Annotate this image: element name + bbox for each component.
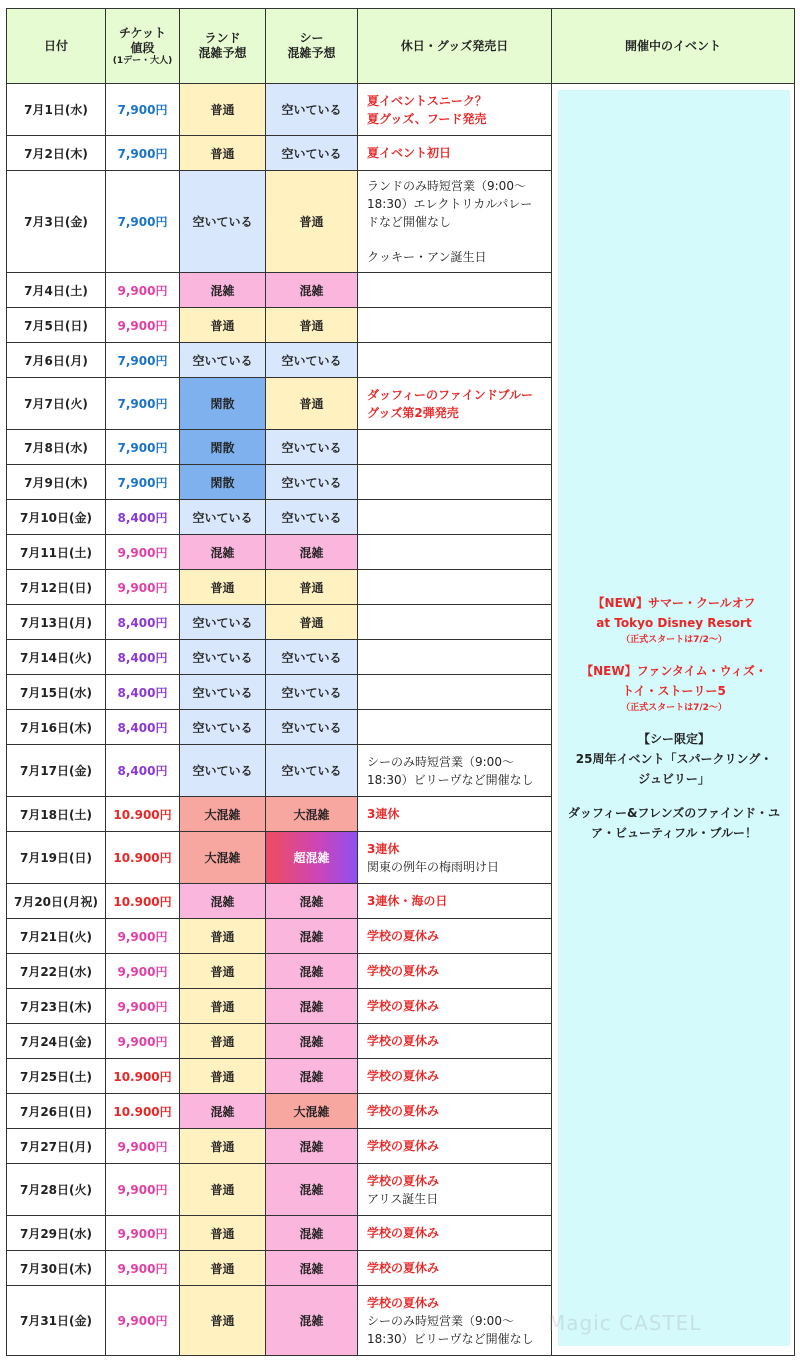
date-cell: 7月6日(月) bbox=[7, 343, 106, 378]
sea-crowd-cell: 空いている bbox=[266, 675, 358, 710]
event-line: 【NEW】サマー・クールオフ bbox=[592, 596, 756, 610]
note-line: 3連休 bbox=[367, 841, 400, 856]
price-cell: 9,900円 bbox=[106, 919, 180, 954]
event-line: ダッフィー&フレンズのファインド・ユ bbox=[567, 806, 781, 820]
date-cell: 7月16日(木) bbox=[7, 710, 106, 745]
table-row bbox=[7, 84, 795, 136]
land-crowd-cell: 普通 bbox=[180, 989, 266, 1024]
event-line: （正式スタートは7/2〜） bbox=[621, 635, 727, 645]
date-cell: 7月20日(月祝) bbox=[7, 884, 106, 919]
land-crowd-cell: 普通 bbox=[180, 1216, 266, 1251]
land-crowd-cell: 普通 bbox=[180, 1024, 266, 1059]
sea-crowd-cell: 混雑 bbox=[266, 954, 358, 989]
date-cell: 7月23日(木) bbox=[7, 989, 106, 1024]
notes-cell bbox=[358, 797, 552, 832]
price-cell: 8,400円 bbox=[106, 745, 180, 797]
date-cell: 7月11日(土) bbox=[7, 535, 106, 570]
note-line: ドなど開催なし bbox=[367, 215, 452, 229]
events-cell bbox=[552, 84, 795, 1356]
sea-crowd-cell: 大混雑 bbox=[266, 797, 358, 832]
price-cell: 10.900円 bbox=[106, 884, 180, 919]
land-crowd-cell: 混雑 bbox=[180, 1094, 266, 1129]
date-cell: 7月8日(水) bbox=[7, 430, 106, 465]
land-crowd-cell: 普通 bbox=[180, 308, 266, 343]
date-cell: 7月5日(日) bbox=[7, 308, 106, 343]
events-panel bbox=[558, 90, 790, 1346]
date-cell: 7月13日(月) bbox=[7, 605, 106, 640]
notes-cell bbox=[358, 832, 552, 884]
notes-cell bbox=[358, 378, 552, 430]
land-crowd-cell: 普通 bbox=[180, 570, 266, 605]
notes-cell bbox=[358, 1129, 552, 1164]
sea-crowd-cell: 混雑 bbox=[266, 1164, 358, 1216]
price-cell: 9,900円 bbox=[106, 954, 180, 989]
notes-cell bbox=[358, 343, 552, 378]
sea-crowd-cell: 混雑 bbox=[266, 884, 358, 919]
price-cell: 9,900円 bbox=[106, 1164, 180, 1216]
date-cell: 7月9日(木) bbox=[7, 465, 106, 500]
notes-cell bbox=[358, 1216, 552, 1251]
sea-crowd-cell: 混雑 bbox=[266, 989, 358, 1024]
date-cell: 7月21日(火) bbox=[7, 919, 106, 954]
note-line: 学校の夏休み bbox=[367, 964, 440, 978]
date-cell: 7月30日(木) bbox=[7, 1251, 106, 1286]
price-cell: 7,900円 bbox=[106, 430, 180, 465]
date-cell: 7月10日(金) bbox=[7, 500, 106, 535]
price-cell: 9,900円 bbox=[106, 570, 180, 605]
header-sea: シー 混雑予想 bbox=[266, 9, 358, 84]
event-line: 25周年イベント「スパークリング・ bbox=[575, 752, 773, 766]
notes-cell bbox=[358, 745, 552, 797]
sea-crowd-cell: 普通 bbox=[266, 171, 358, 273]
header-row bbox=[7, 9, 795, 84]
date-cell: 7月17日(金) bbox=[7, 745, 106, 797]
event-line: ジュビリー」 bbox=[638, 772, 710, 786]
note-line: 関東の例年の梅雨明け日 bbox=[367, 859, 500, 874]
date-cell: 7月27日(月) bbox=[7, 1129, 106, 1164]
notes-cell bbox=[358, 954, 552, 989]
notes-cell bbox=[358, 675, 552, 710]
sea-crowd-cell: 混雑 bbox=[266, 1286, 358, 1356]
note-line: クッキー・アン誕生日 bbox=[367, 250, 487, 264]
price-cell: 7,900円 bbox=[106, 343, 180, 378]
land-crowd-cell: 空いている bbox=[180, 640, 266, 675]
date-cell: 7月22日(水) bbox=[7, 954, 106, 989]
sea-crowd-cell: 大混雑 bbox=[266, 1094, 358, 1129]
sea-crowd-cell: 混雑 bbox=[266, 1216, 358, 1251]
sea-crowd-cell: 空いている bbox=[266, 710, 358, 745]
note-line: 学校の夏休み bbox=[367, 1295, 440, 1310]
notes-cell bbox=[358, 1251, 552, 1286]
sea-crowd-cell: 普通 bbox=[266, 605, 358, 640]
date-cell: 7月29日(水) bbox=[7, 1216, 106, 1251]
sea-crowd-cell: 混雑 bbox=[266, 919, 358, 954]
note-line: 18:30）ビリーヴなど開催なし bbox=[367, 772, 534, 787]
notes-cell bbox=[358, 1094, 552, 1129]
land-crowd-cell: 空いている bbox=[180, 171, 266, 273]
notes-cell bbox=[358, 171, 552, 273]
date-cell: 7月2日(木) bbox=[7, 136, 106, 171]
price-cell: 8,400円 bbox=[106, 500, 180, 535]
event-line: at Tokyo Disney Resort bbox=[596, 616, 752, 630]
price-cell: 9,900円 bbox=[106, 1129, 180, 1164]
date-cell: 7月18日(土) bbox=[7, 797, 106, 832]
header-price: チケット 値段 (1デー・大人) bbox=[106, 9, 180, 84]
note-line: 学校の夏休み bbox=[367, 999, 440, 1013]
notes-cell bbox=[358, 919, 552, 954]
note-line: 学校の夏休み bbox=[367, 1034, 440, 1048]
notes-cell bbox=[358, 570, 552, 605]
date-cell: 7月1日(水) bbox=[7, 84, 106, 136]
notes-cell bbox=[358, 640, 552, 675]
note-line: 学校の夏休み bbox=[367, 1104, 440, 1118]
note-line: シーのみ時短営業（9:00〜 bbox=[367, 1313, 514, 1328]
price-cell: 8,400円 bbox=[106, 640, 180, 675]
land-crowd-cell: 普通 bbox=[180, 136, 266, 171]
price-cell: 9,900円 bbox=[106, 273, 180, 308]
notes-cell bbox=[358, 465, 552, 500]
header-events: 開催中のイベント bbox=[552, 9, 795, 84]
sea-crowd-cell: 空いている bbox=[266, 343, 358, 378]
notes-cell bbox=[358, 308, 552, 343]
table-body bbox=[7, 84, 795, 1356]
sea-crowd-cell: 混雑 bbox=[266, 1059, 358, 1094]
sea-crowd-cell: 空いている bbox=[266, 500, 358, 535]
event-line: ア・ビューティフル・ブルー！ bbox=[590, 826, 758, 840]
price-cell: 9,900円 bbox=[106, 1216, 180, 1251]
price-cell: 9,900円 bbox=[106, 1251, 180, 1286]
land-crowd-cell: 普通 bbox=[180, 1251, 266, 1286]
land-crowd-cell: 普通 bbox=[180, 954, 266, 989]
date-cell: 7月28日(火) bbox=[7, 1164, 106, 1216]
date-cell: 7月12日(日) bbox=[7, 570, 106, 605]
land-crowd-cell: 混雑 bbox=[180, 535, 266, 570]
note-line: 夏イベント初日 bbox=[367, 146, 452, 160]
notes-cell bbox=[358, 1024, 552, 1059]
price-cell: 10.900円 bbox=[106, 1059, 180, 1094]
note-line: 夏グッズ、フード発売 bbox=[367, 111, 487, 126]
note-line: 夏イベントスニーク？ bbox=[367, 93, 487, 108]
header-notes: 休日・グッズ発売日 bbox=[358, 9, 552, 84]
land-crowd-cell: 普通 bbox=[180, 1059, 266, 1094]
notes-cell bbox=[358, 710, 552, 745]
watermark: Magic CASTEL bbox=[548, 1311, 702, 1335]
land-crowd-cell: 閑散 bbox=[180, 430, 266, 465]
notes-cell bbox=[358, 884, 552, 919]
note-line: 3連休 bbox=[367, 807, 400, 821]
sea-crowd-cell: 普通 bbox=[266, 308, 358, 343]
land-crowd-cell: 普通 bbox=[180, 84, 266, 136]
note-line: 学校の夏休み bbox=[367, 1139, 440, 1153]
sea-crowd-cell: 混雑 bbox=[266, 1024, 358, 1059]
notes-cell bbox=[358, 430, 552, 465]
header-land: ランド 混雑予想 bbox=[180, 9, 266, 84]
date-cell: 7月4日(土) bbox=[7, 273, 106, 308]
notes-cell bbox=[358, 1059, 552, 1094]
price-cell: 7,900円 bbox=[106, 171, 180, 273]
event-line: トイ・ストーリー5 bbox=[622, 684, 726, 698]
date-cell: 7月15日(水) bbox=[7, 675, 106, 710]
notes-cell bbox=[358, 1164, 552, 1216]
notes-cell bbox=[358, 1286, 552, 1356]
date-cell: 7月14日(火) bbox=[7, 640, 106, 675]
price-cell: 10.900円 bbox=[106, 832, 180, 884]
sea-crowd-cell: 混雑 bbox=[266, 1129, 358, 1164]
land-crowd-cell: 普通 bbox=[180, 1129, 266, 1164]
date-cell: 7月3日(金) bbox=[7, 171, 106, 273]
price-cell: 7,900円 bbox=[106, 378, 180, 430]
land-crowd-cell: 普通 bbox=[180, 1286, 266, 1356]
notes-cell bbox=[358, 500, 552, 535]
event-line: （正式スタートは7/2〜） bbox=[621, 703, 727, 713]
price-cell: 9,900円 bbox=[106, 1286, 180, 1356]
note-line: 学校の夏休み bbox=[367, 1261, 440, 1275]
sea-crowd-cell: 空いている bbox=[266, 465, 358, 500]
notes-cell bbox=[358, 136, 552, 171]
price-cell: 7,900円 bbox=[106, 84, 180, 136]
sea-crowd-cell: 空いている bbox=[266, 745, 358, 797]
price-cell: 9,900円 bbox=[106, 989, 180, 1024]
land-crowd-cell: 普通 bbox=[180, 1164, 266, 1216]
date-cell: 7月19日(日) bbox=[7, 832, 106, 884]
note-line: 学校の夏休み bbox=[367, 929, 440, 943]
land-crowd-cell: 空いている bbox=[180, 500, 266, 535]
note-line: 18:30）ビリーヴなど開催なし bbox=[367, 1331, 534, 1346]
note-line: 18:30）エレクトリカルパレー bbox=[367, 197, 533, 211]
sea-crowd-cell: 空いている bbox=[266, 136, 358, 171]
sea-crowd-cell: 空いている bbox=[266, 84, 358, 136]
land-crowd-cell: 混雑 bbox=[180, 273, 266, 308]
land-crowd-cell: 大混雑 bbox=[180, 832, 266, 884]
sea-crowd-cell: 混雑 bbox=[266, 273, 358, 308]
crowd-forecast-table bbox=[6, 8, 795, 1356]
note-line: 3連休・海の日 bbox=[367, 894, 448, 908]
notes-cell bbox=[358, 989, 552, 1024]
price-cell: 10.900円 bbox=[106, 1094, 180, 1129]
land-crowd-cell: 混雑 bbox=[180, 884, 266, 919]
price-cell: 9,900円 bbox=[106, 1024, 180, 1059]
price-cell: 8,400円 bbox=[106, 710, 180, 745]
date-cell: 7月7日(火) bbox=[7, 378, 106, 430]
date-cell: 7月31日(金) bbox=[7, 1286, 106, 1356]
land-crowd-cell: 空いている bbox=[180, 745, 266, 797]
sea-crowd-cell: 超混雑 bbox=[266, 832, 358, 884]
note-line: 学校の夏休み bbox=[367, 1173, 440, 1188]
date-cell: 7月25日(土) bbox=[7, 1059, 106, 1094]
sea-crowd-cell: 空いている bbox=[266, 430, 358, 465]
sea-crowd-cell: 混雑 bbox=[266, 535, 358, 570]
price-cell: 10.900円 bbox=[106, 797, 180, 832]
price-cell: 9,900円 bbox=[106, 308, 180, 343]
price-cell: 8,400円 bbox=[106, 605, 180, 640]
note-line: シーのみ時短営業（9:00〜 bbox=[367, 754, 514, 769]
land-crowd-cell: 普通 bbox=[180, 919, 266, 954]
date-cell: 7月24日(金) bbox=[7, 1024, 106, 1059]
price-cell: 7,900円 bbox=[106, 465, 180, 500]
land-crowd-cell: 空いている bbox=[180, 605, 266, 640]
header-date: 日付 bbox=[7, 9, 106, 84]
land-crowd-cell: 閑散 bbox=[180, 378, 266, 430]
note-line: ダッフィーのファインドブルー bbox=[367, 387, 533, 402]
note-line: 学校の夏休み bbox=[367, 1226, 440, 1240]
land-crowd-cell: 大混雑 bbox=[180, 797, 266, 832]
note-line: アリス誕生日 bbox=[367, 1191, 439, 1206]
land-crowd-cell: 空いている bbox=[180, 675, 266, 710]
price-cell: 9,900円 bbox=[106, 535, 180, 570]
event-line: 【シー限定】 bbox=[637, 732, 710, 746]
note-line: 学校の夏休み bbox=[367, 1069, 440, 1083]
sea-crowd-cell: 空いている bbox=[266, 640, 358, 675]
land-crowd-cell: 空いている bbox=[180, 710, 266, 745]
notes-cell bbox=[358, 84, 552, 136]
sea-crowd-cell: 普通 bbox=[266, 570, 358, 605]
sea-crowd-cell: 混雑 bbox=[266, 1251, 358, 1286]
notes-cell bbox=[358, 535, 552, 570]
note-spacer bbox=[367, 231, 551, 248]
notes-cell bbox=[358, 605, 552, 640]
land-crowd-cell: 閑散 bbox=[180, 465, 266, 500]
date-cell: 7月26日(日) bbox=[7, 1094, 106, 1129]
sea-crowd-cell: 普通 bbox=[266, 378, 358, 430]
price-cell: 8,400円 bbox=[106, 675, 180, 710]
note-line: グッズ第2弾発売 bbox=[367, 405, 459, 420]
notes-cell bbox=[358, 273, 552, 308]
price-cell: 7,900円 bbox=[106, 136, 180, 171]
note-line: ランドのみ時短営業（9:00〜 bbox=[367, 179, 526, 193]
event-line: 【NEW】ファンタイム・ウィズ・ bbox=[581, 664, 767, 678]
land-crowd-cell: 空いている bbox=[180, 343, 266, 378]
